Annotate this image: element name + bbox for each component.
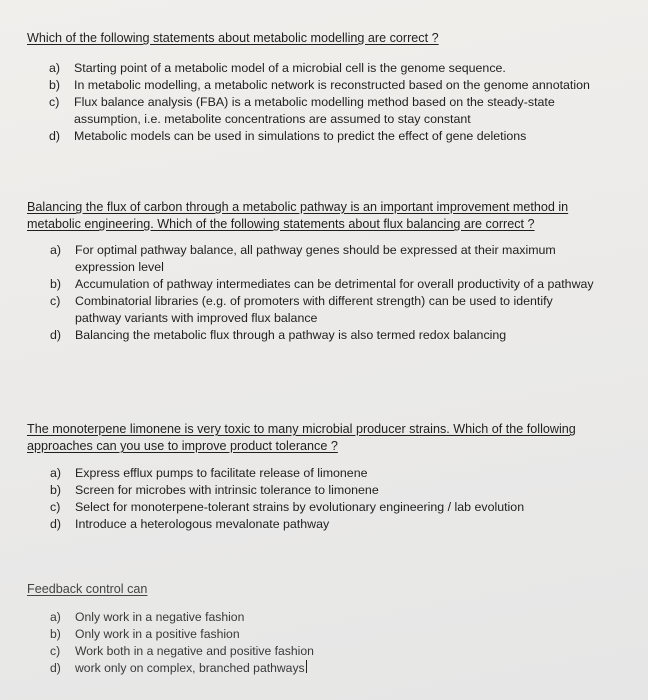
- option-text: Flux balance analysis (FBA) is a metabolic modelling method based on the steady-state assumption, i.e. metabolite concentrations are assumed to stay constant: [74, 95, 555, 126]
- option-3c[interactable]: [50, 499, 617, 516]
- question-3-stem: The monoterpene limonene is very toxic to many microbial producer strains. Which of the following approaches can you use to improve product tolerance ?: [27, 422, 576, 453]
- option-text: For optimal pathway balance, all pathway genes should be expressed at their maximum expression level: [75, 243, 556, 274]
- option-letter: d): [49, 129, 61, 143]
- question-1-options: [27, 60, 642, 145]
- option-3b[interactable]: [50, 482, 617, 499]
- question-4-options: [27, 609, 617, 677]
- question-4: [27, 581, 617, 677]
- question-4-stem: Feedback control can: [27, 582, 148, 596]
- option-letter: b): [50, 627, 61, 641]
- option-letter: c): [50, 500, 61, 514]
- option-letter: a): [50, 466, 62, 480]
- option-text: In metabolic modelling, a metabolic network is reconstructed based on the genome annotation: [74, 78, 590, 92]
- option-3d[interactable]: [50, 516, 617, 533]
- question-3: [27, 421, 617, 533]
- question-3-options: [27, 465, 617, 533]
- option-letter: d): [50, 661, 61, 675]
- option-2b[interactable]: [50, 276, 595, 293]
- option-letter: a): [50, 243, 62, 257]
- question-2-options: [27, 242, 595, 344]
- option-2c[interactable]: [50, 293, 595, 327]
- option-letter: c): [50, 294, 61, 308]
- option-text: Only work in a negative fashion: [75, 610, 245, 624]
- option-letter: d): [50, 328, 62, 342]
- option-letter: a): [50, 610, 61, 624]
- question-2: [27, 199, 617, 344]
- option-1a[interactable]: [49, 60, 642, 77]
- option-1c[interactable]: [49, 94, 642, 128]
- option-text: work only on complex, branched pathways: [75, 661, 305, 675]
- option-1d[interactable]: [49, 128, 642, 145]
- option-letter: b): [50, 483, 62, 497]
- option-4b[interactable]: [50, 626, 617, 643]
- option-4d[interactable]: [50, 660, 617, 677]
- option-text: Screen for microbes with intrinsic tolerance to limonene: [75, 483, 379, 497]
- option-text: Select for monoterpene-tolerant strains by evolutionary engineering / lab evolution: [75, 500, 525, 514]
- option-2a[interactable]: [50, 242, 595, 276]
- option-2d[interactable]: [50, 327, 595, 344]
- option-text: Starting point of a metabolic model of a microbial cell is the genome sequence.: [74, 61, 506, 75]
- option-text: Accumulation of pathway intermediates can be detrimental for overall productivity of a pathway: [75, 277, 594, 291]
- question-1: [27, 30, 642, 145]
- option-letter: d): [50, 517, 62, 531]
- question-2-stem: Balancing the flux of carbon through a metabolic pathway is an important improvement method in metabolic engineering. Which of the following statements about flux balancing are correct ?: [27, 200, 569, 231]
- option-text: Balancing the metabolic flux through a pathway is also termed redox balancing: [75, 328, 507, 342]
- option-letter: a): [49, 61, 61, 75]
- option-letter: c): [50, 644, 61, 658]
- option-3a[interactable]: [50, 465, 617, 482]
- text-cursor: [306, 660, 307, 673]
- question-1-stem: Which of the following statements about metabolic modelling are correct ?: [27, 31, 439, 45]
- option-letter: b): [50, 277, 62, 291]
- option-text: Combinatorial libraries (e.g. of promoters with different strength) can be used to identify pathway variants with improved flux balance: [75, 294, 553, 325]
- option-letter: b): [49, 78, 61, 92]
- option-letter: c): [49, 95, 60, 109]
- option-4a[interactable]: [50, 609, 617, 626]
- option-1b[interactable]: [49, 77, 642, 94]
- option-text: Express efflux pumps to facilitate release of limonene: [75, 466, 368, 480]
- option-text: Only work in a positive fashion: [75, 627, 240, 641]
- option-4c[interactable]: [50, 643, 617, 660]
- option-text: Work both in a negative and positive fashion: [75, 644, 314, 658]
- option-text: Introduce a heterologous mevalonate pathway: [75, 517, 330, 531]
- option-text: Metabolic models can be used in simulations to predict the effect of gene deletions: [74, 129, 527, 143]
